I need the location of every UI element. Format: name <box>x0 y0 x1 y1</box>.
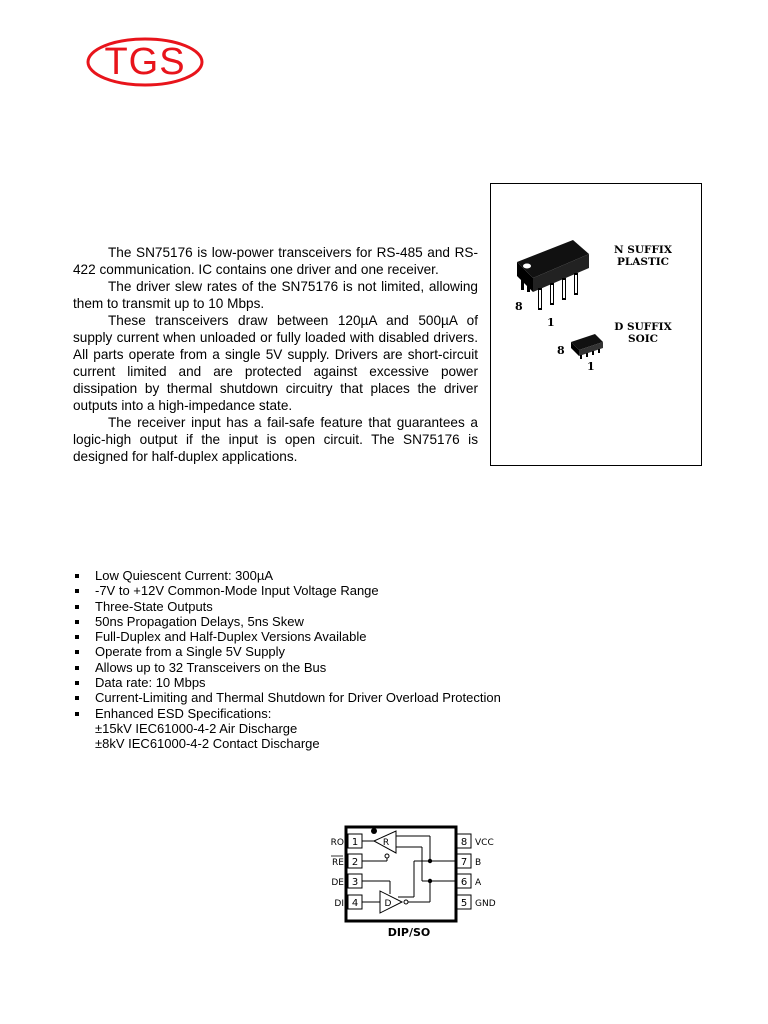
feature-item: Low Quiescent Current: 300µA <box>73 568 593 583</box>
description-paragraph: The driver slew rates of the SN75176 is not limited, allowing them to transmit up to 10 Mbps. <box>73 279 478 311</box>
package-caption: DIP/SO <box>387 926 431 939</box>
pin-number-4: 4 <box>351 898 359 909</box>
pin-name-de: DE <box>331 878 344 888</box>
pin-name-a: A <box>475 878 482 888</box>
pin-number-2: 2 <box>351 857 359 868</box>
feature-item: Three-State Outputs <box>73 599 593 614</box>
description-paragraph: These transceivers draw between 120µA and 500µA of supply current when unloaded or fully loaded with disabled drivers. All parts operate from a single 5V supply. Drivers are short-circuit current limited and are protected against excessive power dissipation by thermal shutdown circuitry that places the driver outputs into a high-impedance state. <box>73 313 478 413</box>
n-suffix-pin-1: 1 <box>547 316 555 329</box>
feature-item: Full-Duplex and Half-Duplex Versions Available <box>73 629 593 644</box>
pin-number-8: 8 <box>460 837 468 848</box>
junction-dot-b <box>428 859 432 863</box>
d-suffix-pin-8: 8 <box>557 344 565 357</box>
feature-item: Enhanced ESD Specifications: <box>73 706 593 721</box>
esd-spec-air: ±15kV IEC61000-4-2 Air Discharge <box>95 720 298 736</box>
pin-name-vcc: VCC <box>475 838 494 848</box>
logo-text: TGS <box>104 41 186 83</box>
esd-spec-contact: ±8kV IEC61000-4-2 Contact Discharge <box>95 736 320 752</box>
driver-label: D <box>384 899 392 909</box>
description-paragraph: The SN75176 is low-power transceivers for RS-485 and RS- 422 communication. IC contains one driver and one receiver. <box>73 245 478 277</box>
company-logo <box>86 37 204 87</box>
description <box>73 244 478 465</box>
pin1-marker-icon <box>371 828 377 834</box>
pin-name-gnd: GND <box>475 899 496 909</box>
n-suffix-pin-8: 8 <box>515 300 523 313</box>
d-suffix-label: D SUFFIX SOIC <box>614 321 672 345</box>
driver-buffer-icon <box>362 861 457 913</box>
description-paragraph: The receiver input has a fail-safe feature that guarantees a logic-high output if the input is open circuit. The SN75176 is designed for half-duplex applications. <box>73 415 478 464</box>
soic-package-icon <box>571 334 603 359</box>
junction-dot-a <box>428 879 432 883</box>
pin-number-1: 1 <box>351 837 359 848</box>
dip-package-icon <box>517 240 589 310</box>
feature-item: Allows up to 32 Transceivers on the Bus <box>73 660 593 675</box>
feature-item: -7V to +12V Common-Mode Input Voltage Range <box>73 583 593 598</box>
pin-name-ro: RO <box>330 838 344 848</box>
feature-item: Current-Limiting and Thermal Shutdown for Driver Overload Protection <box>73 690 593 705</box>
features-list <box>73 568 593 752</box>
feature-item: 50ns Propagation Delays, 5ns Skew <box>73 614 593 629</box>
pin-name-b: B <box>475 858 482 868</box>
pin-number-7: 7 <box>460 857 468 868</box>
receiver-buffer-icon <box>362 831 430 881</box>
pinout-diagram <box>326 823 496 943</box>
pin-number-3: 3 <box>351 877 359 888</box>
package-illustration <box>490 183 702 466</box>
feature-item: Operate from a Single 5V Supply <box>73 644 593 659</box>
pin-number-6: 6 <box>460 877 468 888</box>
pin-name-re: RE <box>332 858 344 868</box>
n-suffix-label: N SUFFIX PLASTIC <box>614 244 672 268</box>
d-suffix-pin-1: 1 <box>587 360 595 373</box>
pin-number-5: 5 <box>460 898 468 909</box>
receiver-label: R <box>382 838 390 848</box>
pin-name-di: DI <box>334 899 344 909</box>
feature-item: Data rate: 10 Mbps <box>73 675 593 690</box>
